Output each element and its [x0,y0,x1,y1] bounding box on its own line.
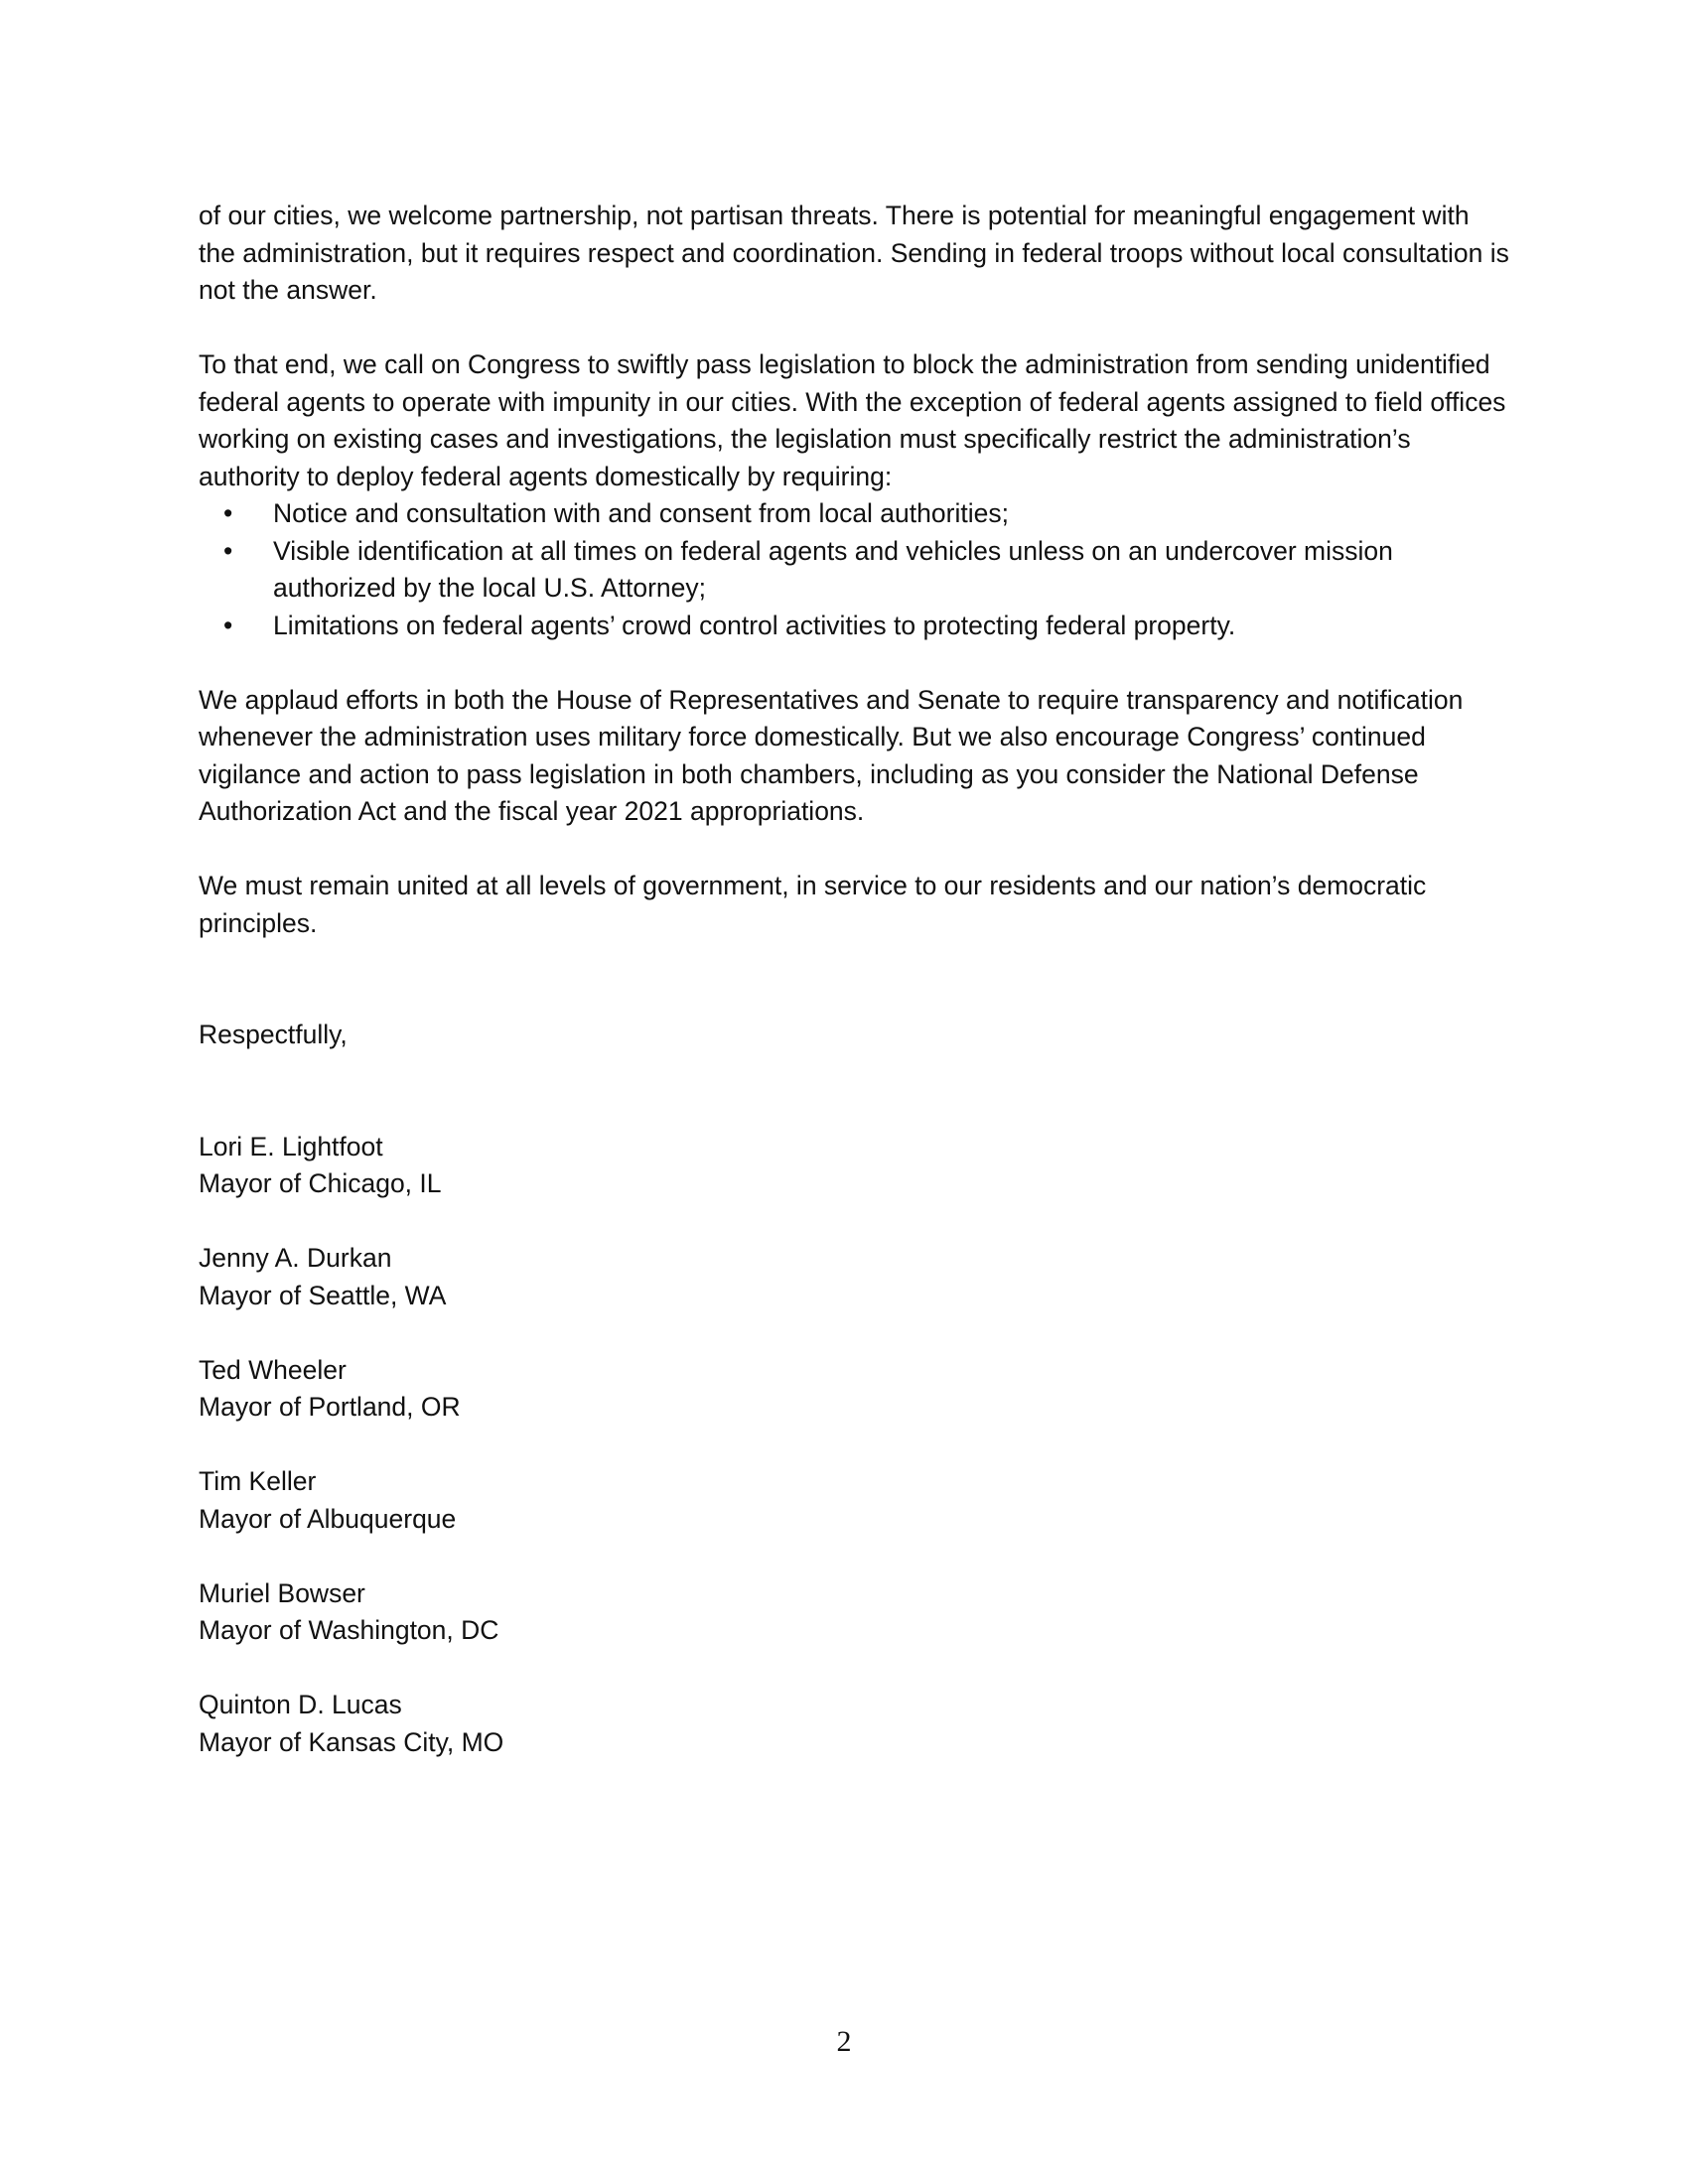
signatory [199,1463,1509,1538]
signatory-title: Mayor of Kansas City, MO [199,1726,504,1757]
signatory-name: Quinton D. Lucas [199,1690,402,1719]
requirement-text: Limitations on federal agents’ crowd control activities to protecting federal property. [273,610,1236,640]
signatory [199,1575,1509,1650]
paragraph-applaud: We applaud efforts in both the House of Representatives and Senate to require transparency and notification whenever the administration uses military force domestically. But we also encourage Congress’ continued vigilance and action to pass legislation in both chambers, including as you consider the National Defense Authorization Act and the fiscal year 2021 appropriations. [199,684,1464,826]
signatory-name: Tim Keller [199,1466,317,1496]
list-item [199,533,1509,608]
signatory [199,1240,1509,1314]
paragraph-legislation: To that end, we call on Congress to swiftly pass legislation to block the administration from sending unidentified federal agents to operate with impunity in our cities. With the exception of federal agents assigned to field offices working on existing cases and investigations, the legislation must specifically restrict the administration’s authority to deploy federal agents domestically by requiring: [199,349,1506,491]
bullet-icon: • [223,535,233,566]
signatory-title: Mayor of Washington, DC [199,1615,499,1645]
requirements-list [199,495,1509,644]
letter-body [199,198,1509,1799]
signatory [199,1129,1509,1203]
bullet-icon: • [223,498,233,528]
signatory [199,1352,1509,1427]
requirement-text: Notice and consultation with and consent from local authorities; [273,498,1009,528]
signatory-name: Lori E. Lightfoot [199,1131,383,1161]
signatory-title: Mayor of Chicago, IL [199,1168,442,1198]
list-item [199,608,1509,645]
paragraph-united: We must remain united at all levels of government, in service to our residents and our nation’s democratic principles. [199,871,1427,938]
closing-salutation: Respectfully, [199,1020,348,1049]
signatory-name: Muriel Bowser [199,1577,365,1608]
paragraph-partnership: of our cities, we welcome partnership, not partisan threats. There is potential for meaningful engagement with the administration, but it requires respect and coordination. Sending in federal troops without local consultation is not the answer. [199,201,1509,305]
requirement-text: Visible identification at all times on federal agents and vehicles unless on an undercover mission authorized by the local U.S. Attorney; [273,535,1393,603]
page-number: 2 [836,2025,852,2058]
signature-block [199,1129,1509,1762]
list-item [199,495,1509,533]
signatory [199,1687,1509,1761]
signatory-title: Mayor of Portland, OR [199,1392,461,1422]
signatory-title: Mayor of Seattle, WA [199,1280,447,1310]
signatory-name: Jenny A. Durkan [199,1243,392,1273]
bullet-icon: • [223,610,233,640]
legislation-section [199,346,1509,644]
signatory-name: Ted Wheeler [199,1354,347,1385]
signatory-title: Mayor of Albuquerque [199,1503,457,1534]
